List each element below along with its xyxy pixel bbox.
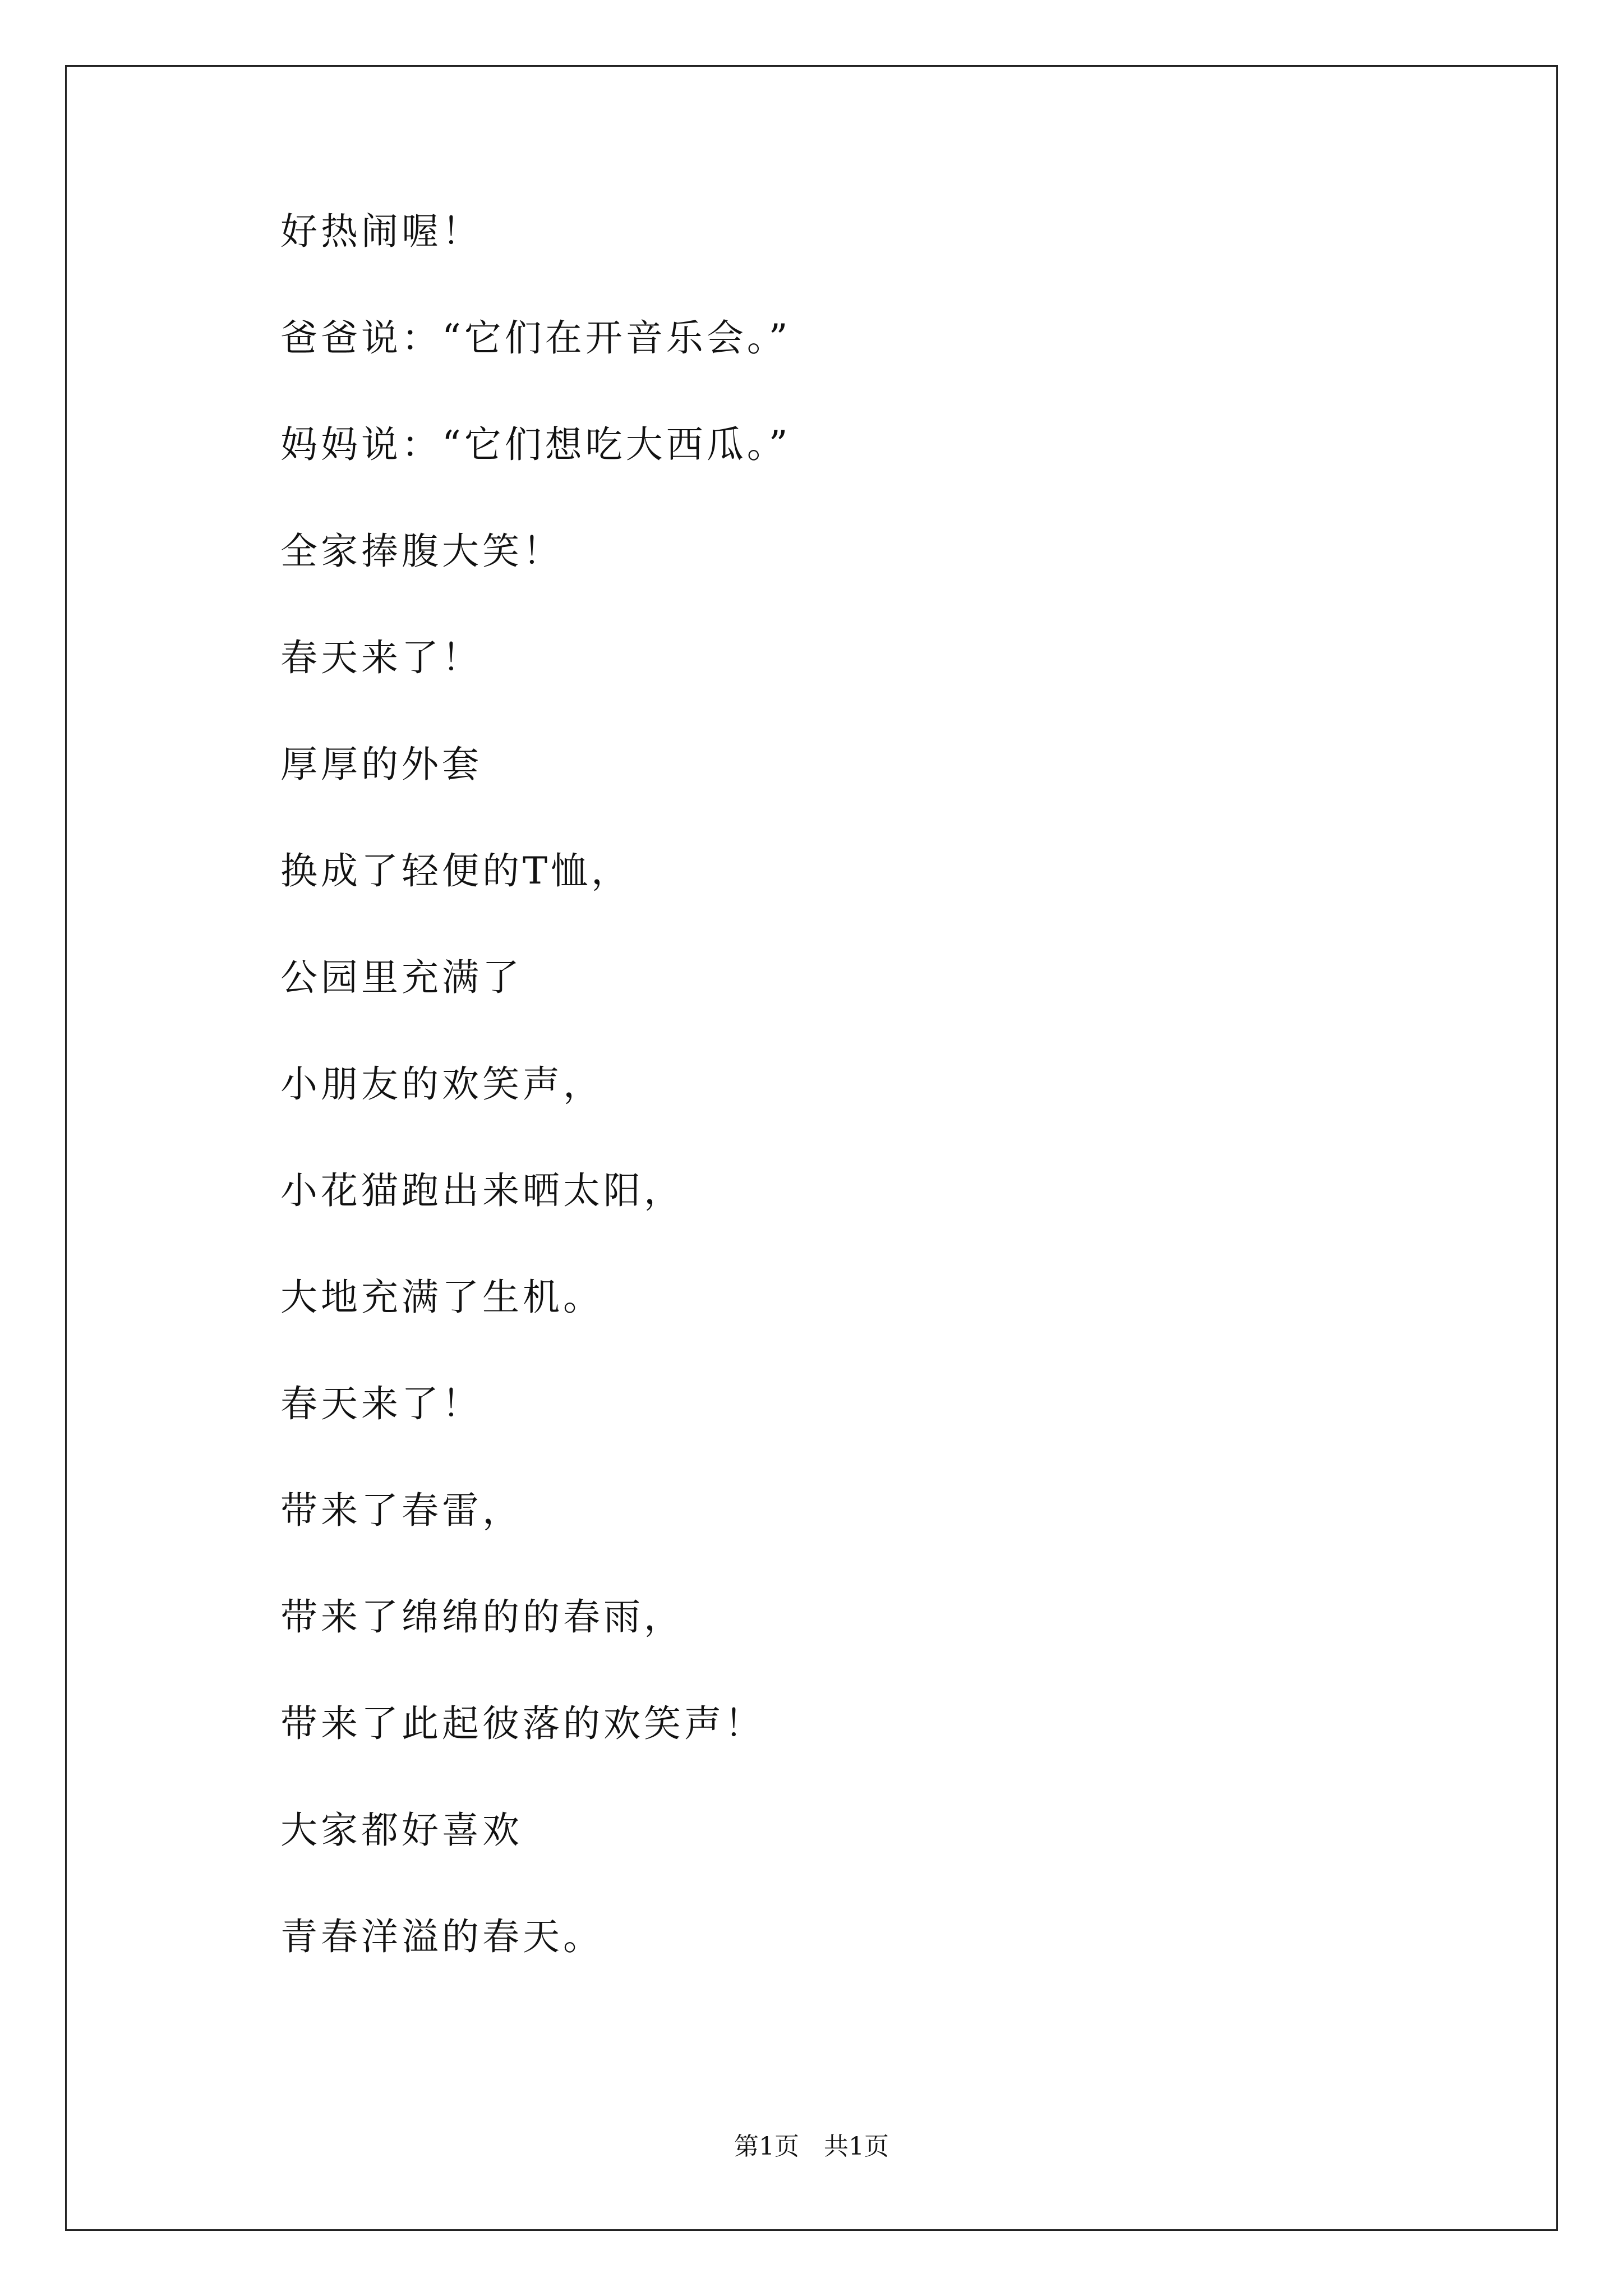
poem-line: 厚厚的外套 xyxy=(280,743,482,786)
poem-line: 春天来了！ xyxy=(280,1382,482,1425)
poem-line: 小朋友的欢笑声， xyxy=(280,1062,603,1106)
poem-line: 大家都好喜欢 xyxy=(280,1809,523,1852)
poem-line: 春天来了！ xyxy=(280,636,482,679)
poem-line: 青春洋溢的春天。 xyxy=(280,1915,603,1958)
poem-line: 爸爸说：“它们在开音乐会。” xyxy=(280,316,791,360)
page-number-footer: 第1页 共1页 xyxy=(734,2132,889,2161)
poem-line: 带来了绵绵的的春雨， xyxy=(280,1595,684,1639)
poem-line: 大地充满了生机。 xyxy=(280,1276,603,1319)
poem-line: 公园里充满了 xyxy=(280,956,523,999)
poem-line: 好热闹喔！ xyxy=(280,210,482,253)
poem-line: 全家捧腹大笑！ xyxy=(280,530,563,573)
poem-line: 妈妈说：“它们想吃大西瓜。” xyxy=(280,423,791,466)
poem-line: 带来了春雷， xyxy=(280,1489,523,1532)
poem-line: 小花猫跑出来晒太阳， xyxy=(280,1169,684,1212)
poem-body xyxy=(280,210,791,2025)
poem-line: 带来了此起彼落的欢笑声！ xyxy=(280,1702,765,1745)
poem-line: 换成了轻便的T恤， xyxy=(280,849,632,892)
